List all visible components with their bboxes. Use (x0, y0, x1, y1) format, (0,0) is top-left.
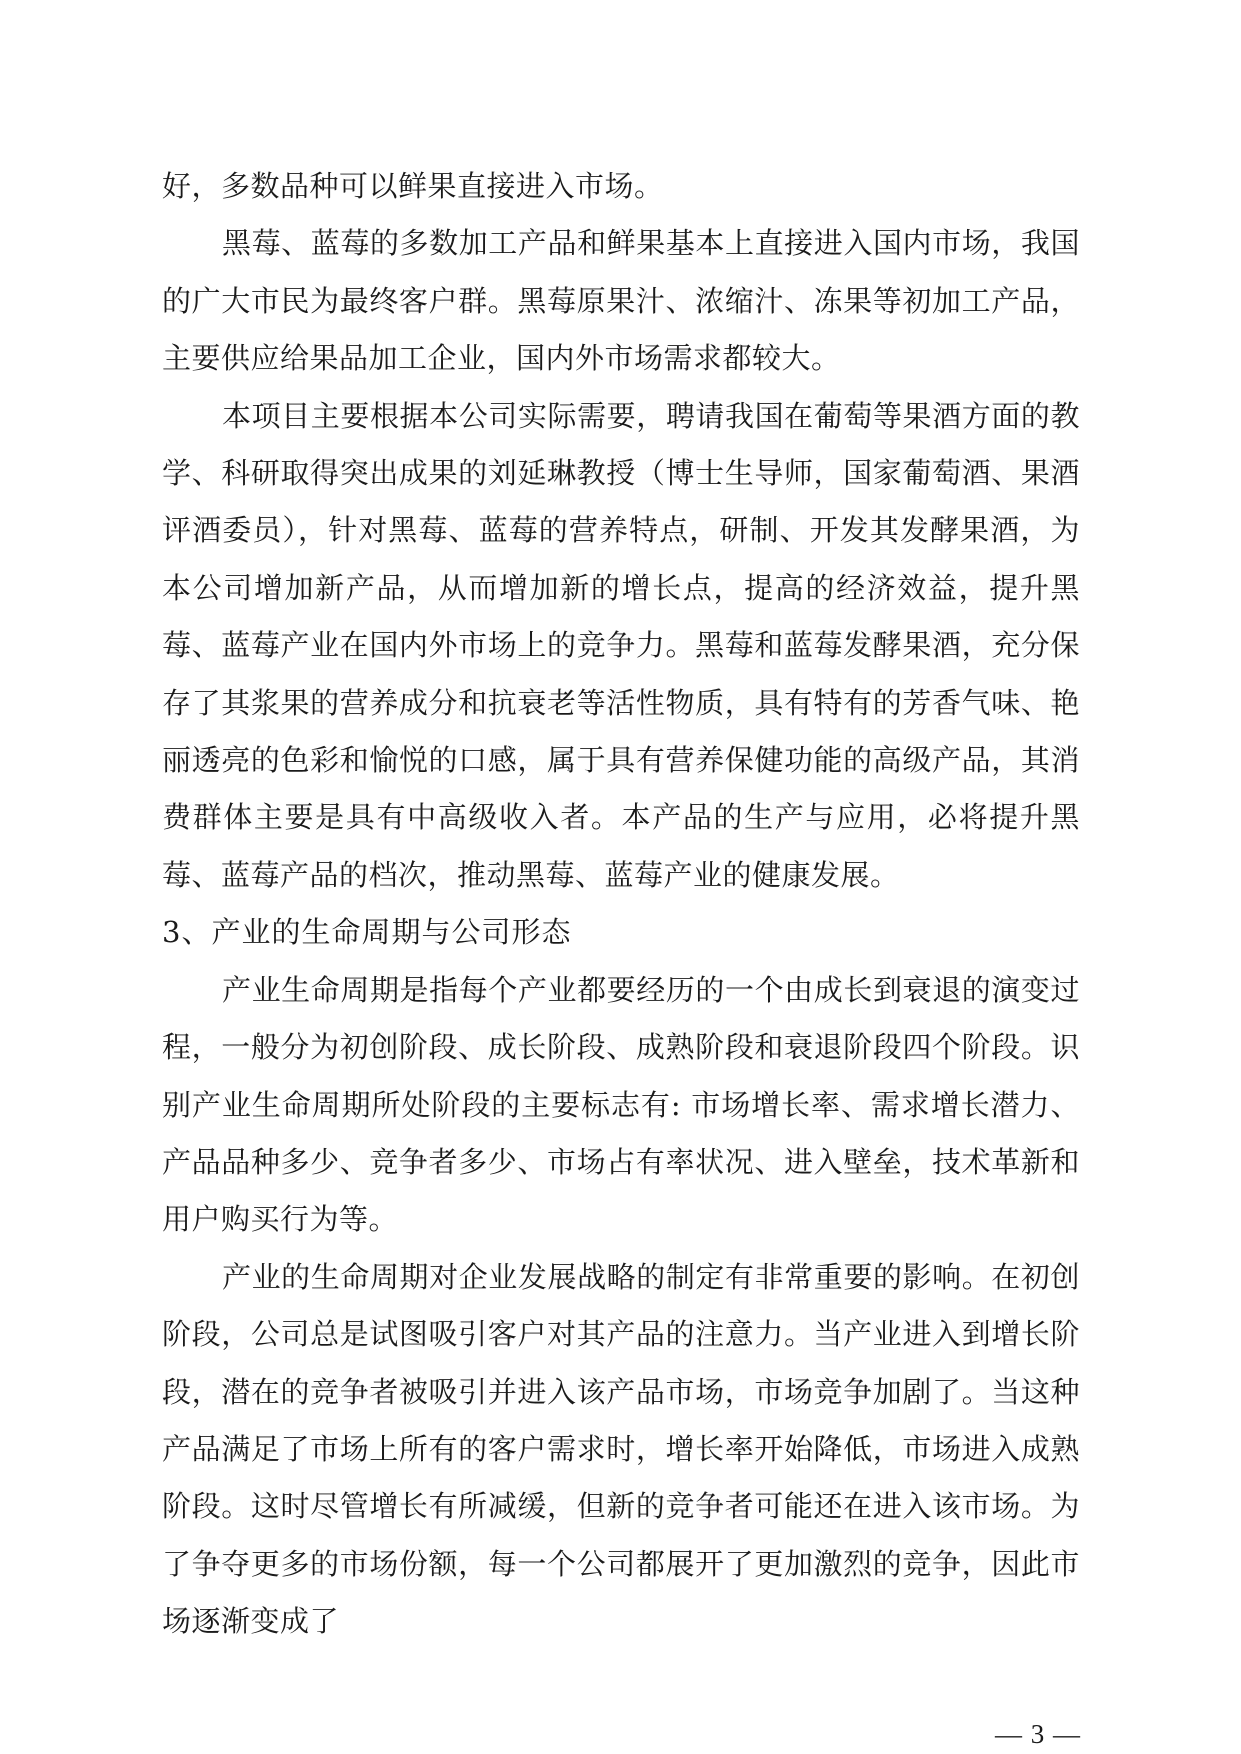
paragraph-continuation: 好，多数品种可以鲜果直接进入市场。 (162, 169, 664, 203)
section-heading: 3、产业的生命周期与公司形态 (162, 915, 572, 950)
document-body (162, 158, 1080, 1651)
paragraph-project-description: 本项目主要根据本公司实际需要，聘请我国在葡萄等果酒方面的教学、科研取得突出成果的刘延琳教授（博士生导师，国家葡萄酒、果酒评酒委员），针对黑莓、蓝莓的营养特点，研制、开发其发酵果酒，为本公司增加新产品，从而增加新的增长点，提高的经济效益，提升黑莓、蓝莓产业在国内外市场上的竞争力。黑莓和蓝莓发酵果酒，充分保存了其浆果的营养成分和抗衰老等活性物质，具有特有的芳香气味、艳丽透亮的色彩和愉悦的口感，属于具有营养保健功能的高级产品，其消费群体主要是具有中高级收入者。本产品的生产与应用，必将提升黑莓、蓝莓产品的档次，推动黑莓、蓝莓产业的健康发展。 (162, 398, 1080, 892)
paragraph-market-customers: 黑莓、蓝莓的多数加工产品和鲜果基本上直接进入国内市场，我国的广大市民为最终客户群。黑莓原果汁、浓缩汁、冻果等初加工产品，主要供应给果品加工企业，国内外市场需求都较大。 (162, 226, 1080, 376)
page-number: — 3 — (995, 1719, 1081, 1749)
paragraph-lifecycle-impact: 产业的生命周期对企业发展战略的制定有非常重要的影响。在初创阶段，公司总是试图吸引客户对其产品的注意力。当产业进入到增长阶段，潜在的竞争者被吸引并进入该产品市场，市场竞争加剧了。当这种产品满足了市场上所有的客户需求时，增长率开始降低，市场进入成熟阶段。这时尽管增长有所减缓，但新的竞争者可能还在进入该市场。为了争夺更多的市场份额，每一个公司都展开了更加激烈的竞争，因此市场逐渐变成了 (162, 1259, 1080, 1639)
paragraph-lifecycle-definition: 产业生命周期是指每个产业都要经历的一个由成长到衰退的演变过程，一般分为初创阶段、成长阶段、成熟阶段和衰退阶段四个阶段。识别产业生命周期所处阶段的主要标志有: 市场增长率、需求增长潜力、产品品种多少、竞争者多少、市场占有率状况、进入壁垒，技术革新和用户购买行为等。 (162, 972, 1080, 1237)
